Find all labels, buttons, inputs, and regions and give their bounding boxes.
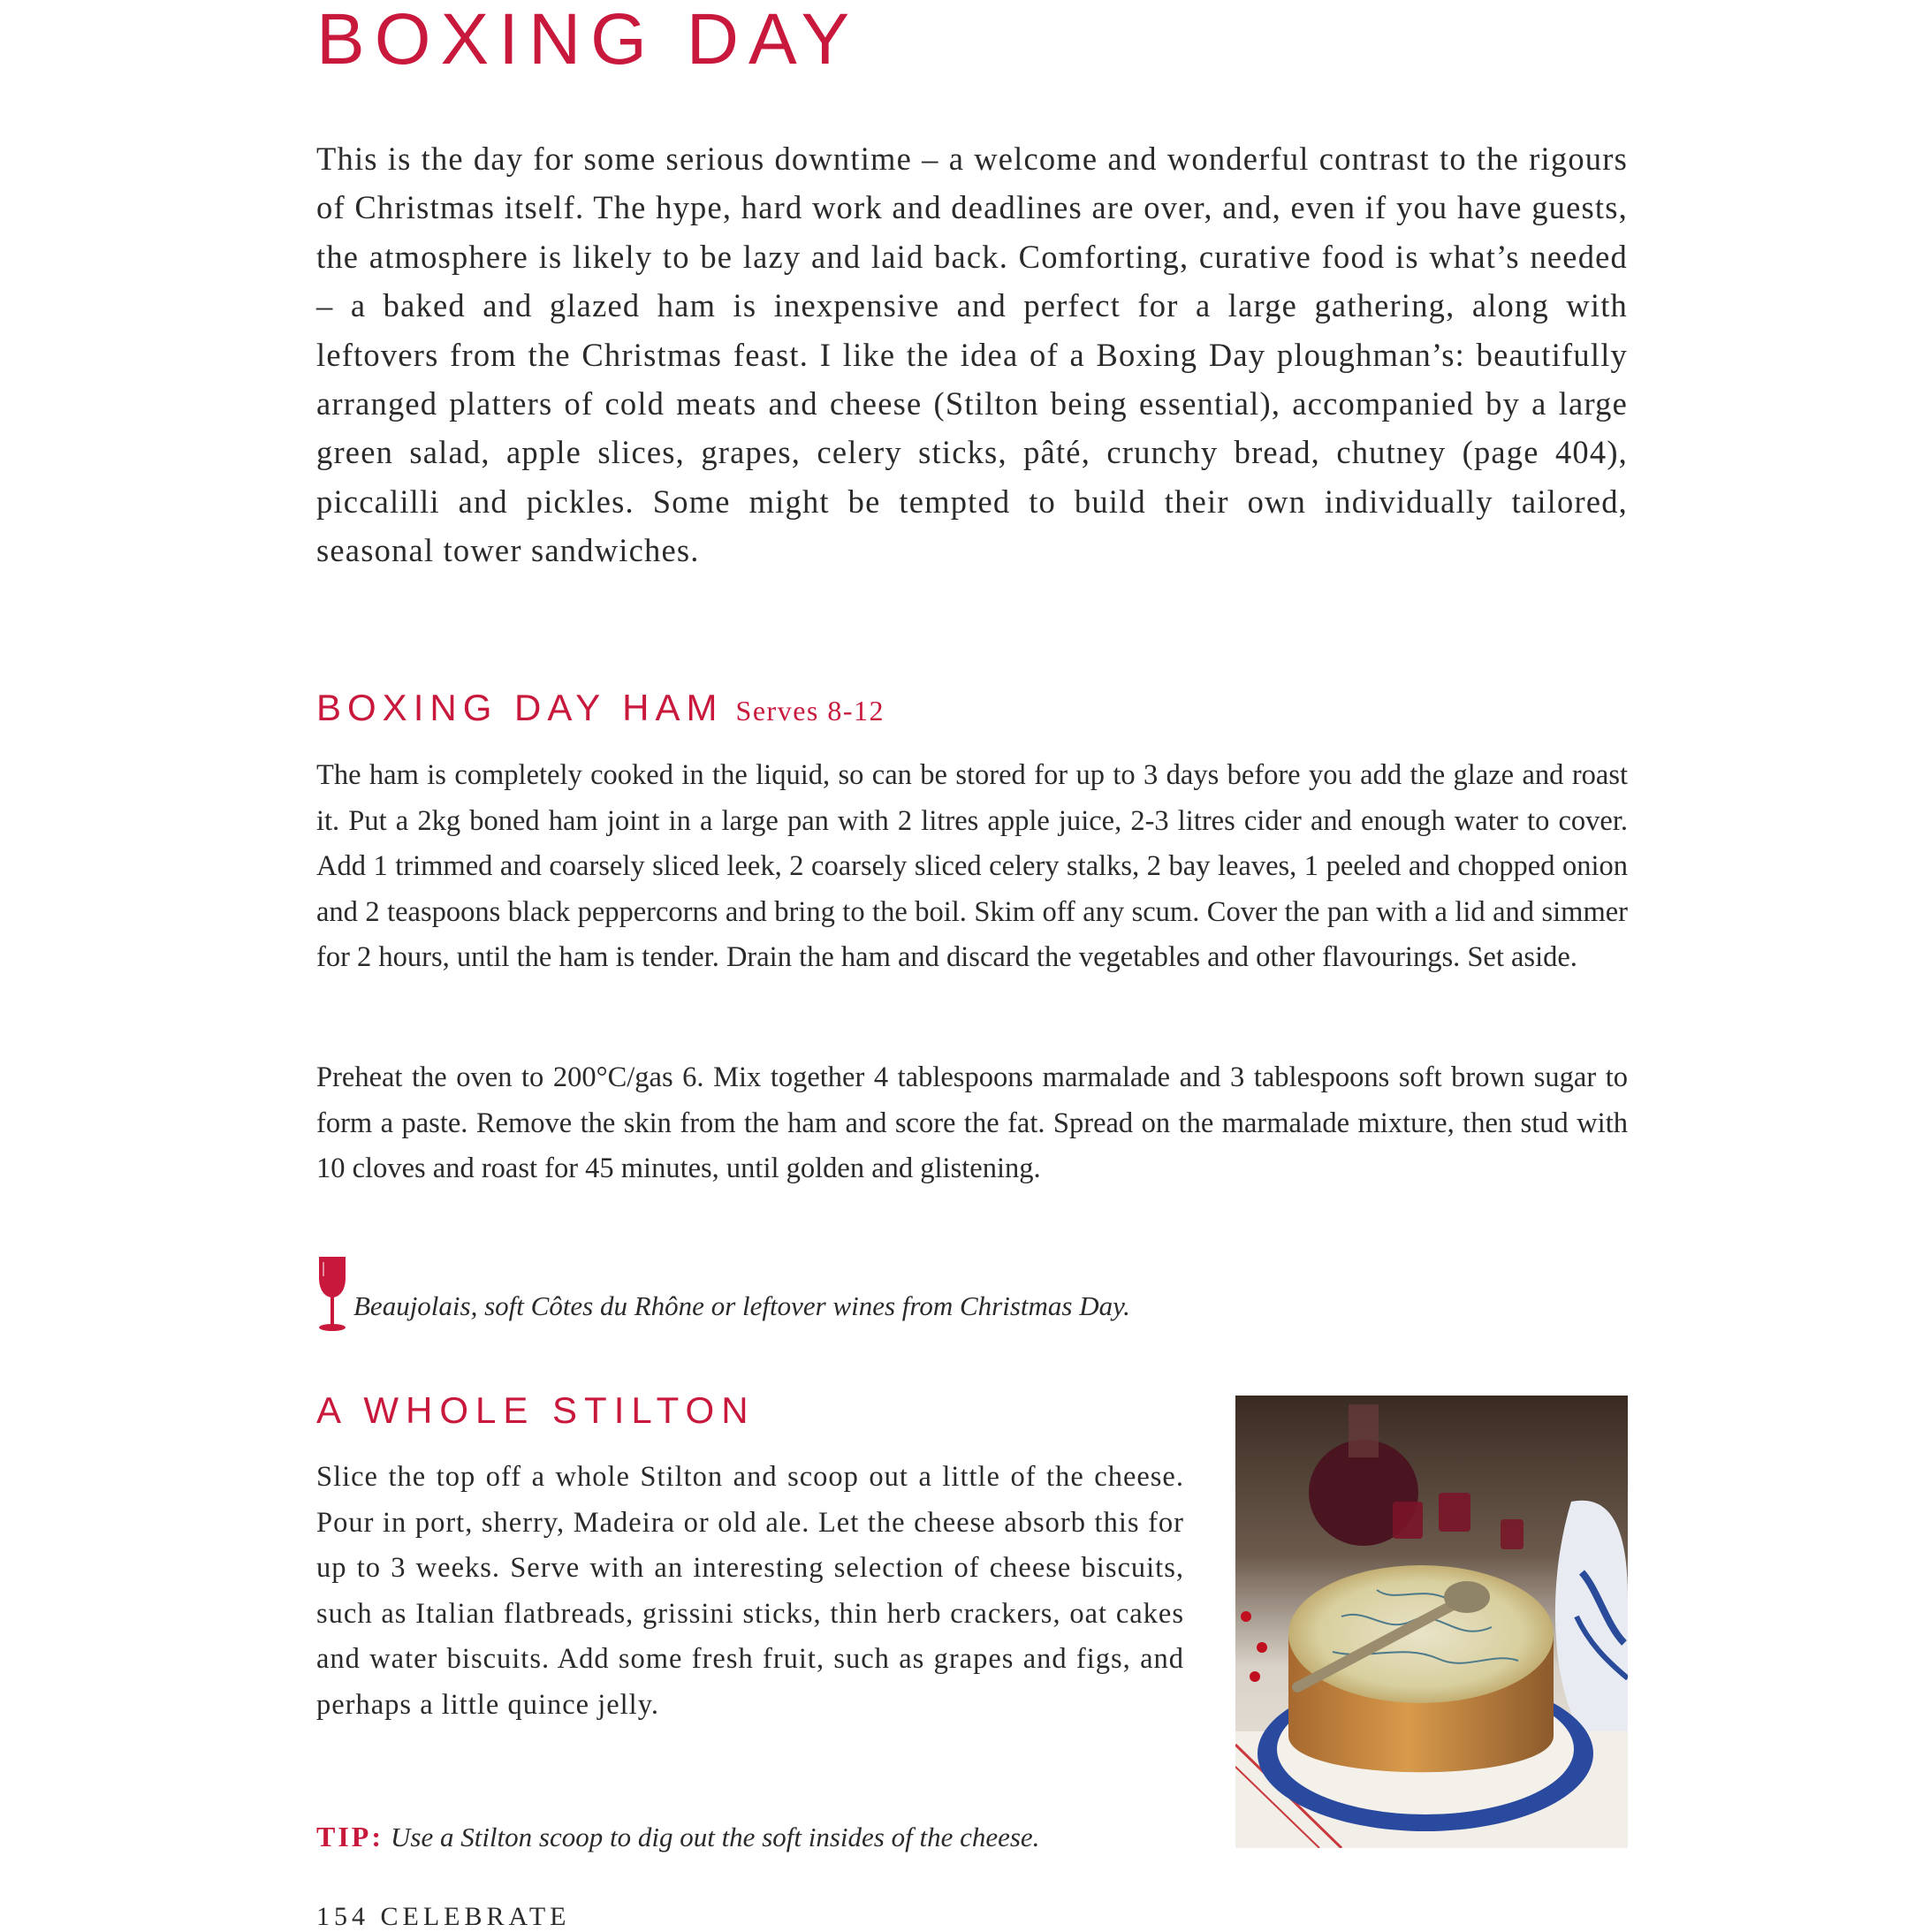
ham-serves: Serves 8-12 (735, 695, 885, 726)
stilton-cheese-image (1235, 1396, 1628, 1848)
stilton-photo (1235, 1396, 1628, 1848)
wine-glass-icon (316, 1255, 348, 1335)
wine-pairing (316, 1255, 1628, 1335)
ham-method-paragraph-2: Preheat the oven to 200°C/gas 6. Mix together 4 tablespoons marmalade and 3 tablespoons soft brown sugar to form a paste. Remove the skin from the ham and score the fat. Spread on the marmalade mixture, then stud with 10 cloves and roast for 45 minutes, until golden and glistening. (316, 1061, 1628, 1185)
page-footer (316, 1902, 571, 1932)
recipe-page (316, 0, 1628, 1930)
stilton-section-title: A WHOLE STILTON (316, 1389, 756, 1431)
ham-method-paragraph-1: The ham is completely cooked in the liquid, so can be stored for up to 3 days before you add the glaze and roast it. Put a 2kg boned ham joint in a large pan with 2 litres apple juice, 2-3 litres cider and enough water to cover. Add 1 trimmed and coarsely sliced leek, 2 coarsely sliced celery stalks, 2 bay leaves, 1 peeled and chopped onion and 2 teaspoons black peppercorns and bring to the boil. Skim off any scum. Cover the pan with a lid and simmer for 2 hours, until the ham is tender. Drain the ham and discard the vegetables and other flavourings. Set aside. (316, 759, 1628, 974)
stilton-paragraph: Slice the top off a whole Stilton and scoop out a little of the cheese. Pour in port, sherry, Madeira or old ale. Let the cheese absorb this for up to 3 weeks. Serve with an interesting selection of cheese biscuits, such as Italian flatbreads, grissini sticks, thin herb crackers, oat cakes and water biscuits. Add some fresh fruit, such as grapes and figs, and perhaps a little quince jelly. (316, 1461, 1184, 1721)
page-number: 154 (316, 1902, 369, 1931)
tip (316, 1819, 1039, 1855)
page-title: BOXING DAY (316, 0, 860, 80)
ham-section-title (316, 686, 885, 733)
tip-label: TIP: (316, 1821, 384, 1852)
section-name: CELEBRATE (380, 1902, 571, 1931)
intro-paragraph: This is the day for some serious downtime – a welcome and wonderful contrast to the rigours of Christmas itself. The hype, hard work and deadlines are over, and, even if you have guests, the atmosphere is likely to be lazy and laid back. Comforting, curative food is what’s needed – a baked and glazed ham is inexpensive and perfect for a large gathering, along with leftovers from the Christmas feast. I like the idea of a Boxing Day ploughman’s: beautifully arranged platters of cold meats and cheese (Stilton being essential), accompanied by a large green salad, apple slices, grapes, celery sticks, pâté, crunchy bread, chutney (page 404), piccalilli and pickles. Some might be tempted to build their own individually tailored, seasonal tower sandwiches. (316, 141, 1628, 569)
ham-title: BOXING DAY HAM (316, 687, 724, 728)
tip-text: Use a Stilton scoop to dig out the soft insides of the cheese. (391, 1822, 1040, 1852)
wine-note: Beaujolais, soft Côtes du Rhône or leftover wines from Christmas Day. (353, 1290, 1130, 1321)
